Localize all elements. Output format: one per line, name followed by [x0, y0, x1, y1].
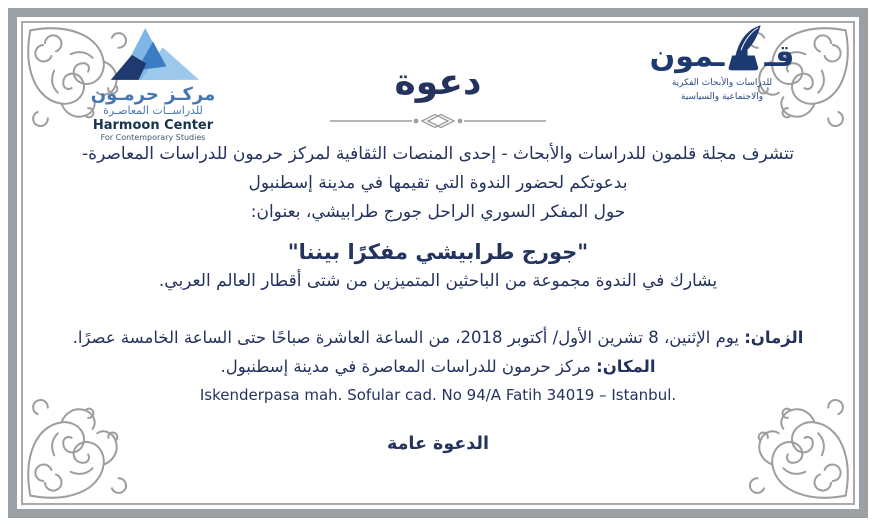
invitation-body	[48, 140, 828, 459]
qalamoun-word-right: قـ	[764, 39, 795, 74]
time-label: الزمان:	[744, 328, 804, 347]
open-invitation-note: الدعوة عامة	[386, 434, 489, 454]
participants-line: يشارك في الندوة مجموعة من الباحثين المتميزين من شتى أقطار العالم العربي.	[158, 271, 718, 291]
place-line	[48, 352, 828, 381]
qalamoun-tagline: للدراسات والأبحاث الفكرية والاجتماعية والسياسية	[671, 78, 773, 102]
harmoon-name-arabic: مركـز حرمـون	[90, 83, 216, 105]
harmoon-sub-english: For Contemporary Studies	[100, 132, 206, 142]
intro-line-2: بدعوتكم لحضور الندوة التي تقيمها في مدينة إسطنبول	[248, 173, 628, 193]
ornamental-divider	[328, 112, 548, 130]
qalamoun-word-left: ـمون	[649, 39, 725, 74]
time-line	[48, 323, 828, 352]
harmoon-name-english: Harmoon Center	[92, 118, 214, 134]
place-label: المكان:	[596, 357, 656, 376]
place-value: مركز حرمون للدراسات المعاصرة في مدينة إسطنبول.	[220, 357, 597, 376]
harmoon-sub-arabic: للدراســات المعاصـرة	[103, 104, 203, 118]
venue-address: Iskenderpasa mah. Sofular cad. No 94/A Fatih 34019 – Istanbul.	[199, 386, 677, 404]
page-title: دعوة	[394, 62, 482, 103]
intro-line-3: حول المفكر السوري الراحل جورج طرابيشي، بعنوان:	[250, 202, 626, 222]
seminar-title: "جورج طرابيشي مفكرًا بيننا"	[287, 240, 589, 264]
intro-line-1: تتشرف مجلة قلمون للدراسات والأبحاث - إحدى المنصات الثقافية لمركز حرمون للدراسات المعاصرة-	[82, 144, 794, 164]
time-value: يوم الإثنين، 8 تشرين الأول/ أكتوبر 2018، من الساعة العاشرة صباحًا حتى الساعة الخامسة عصرًا.	[72, 328, 745, 347]
